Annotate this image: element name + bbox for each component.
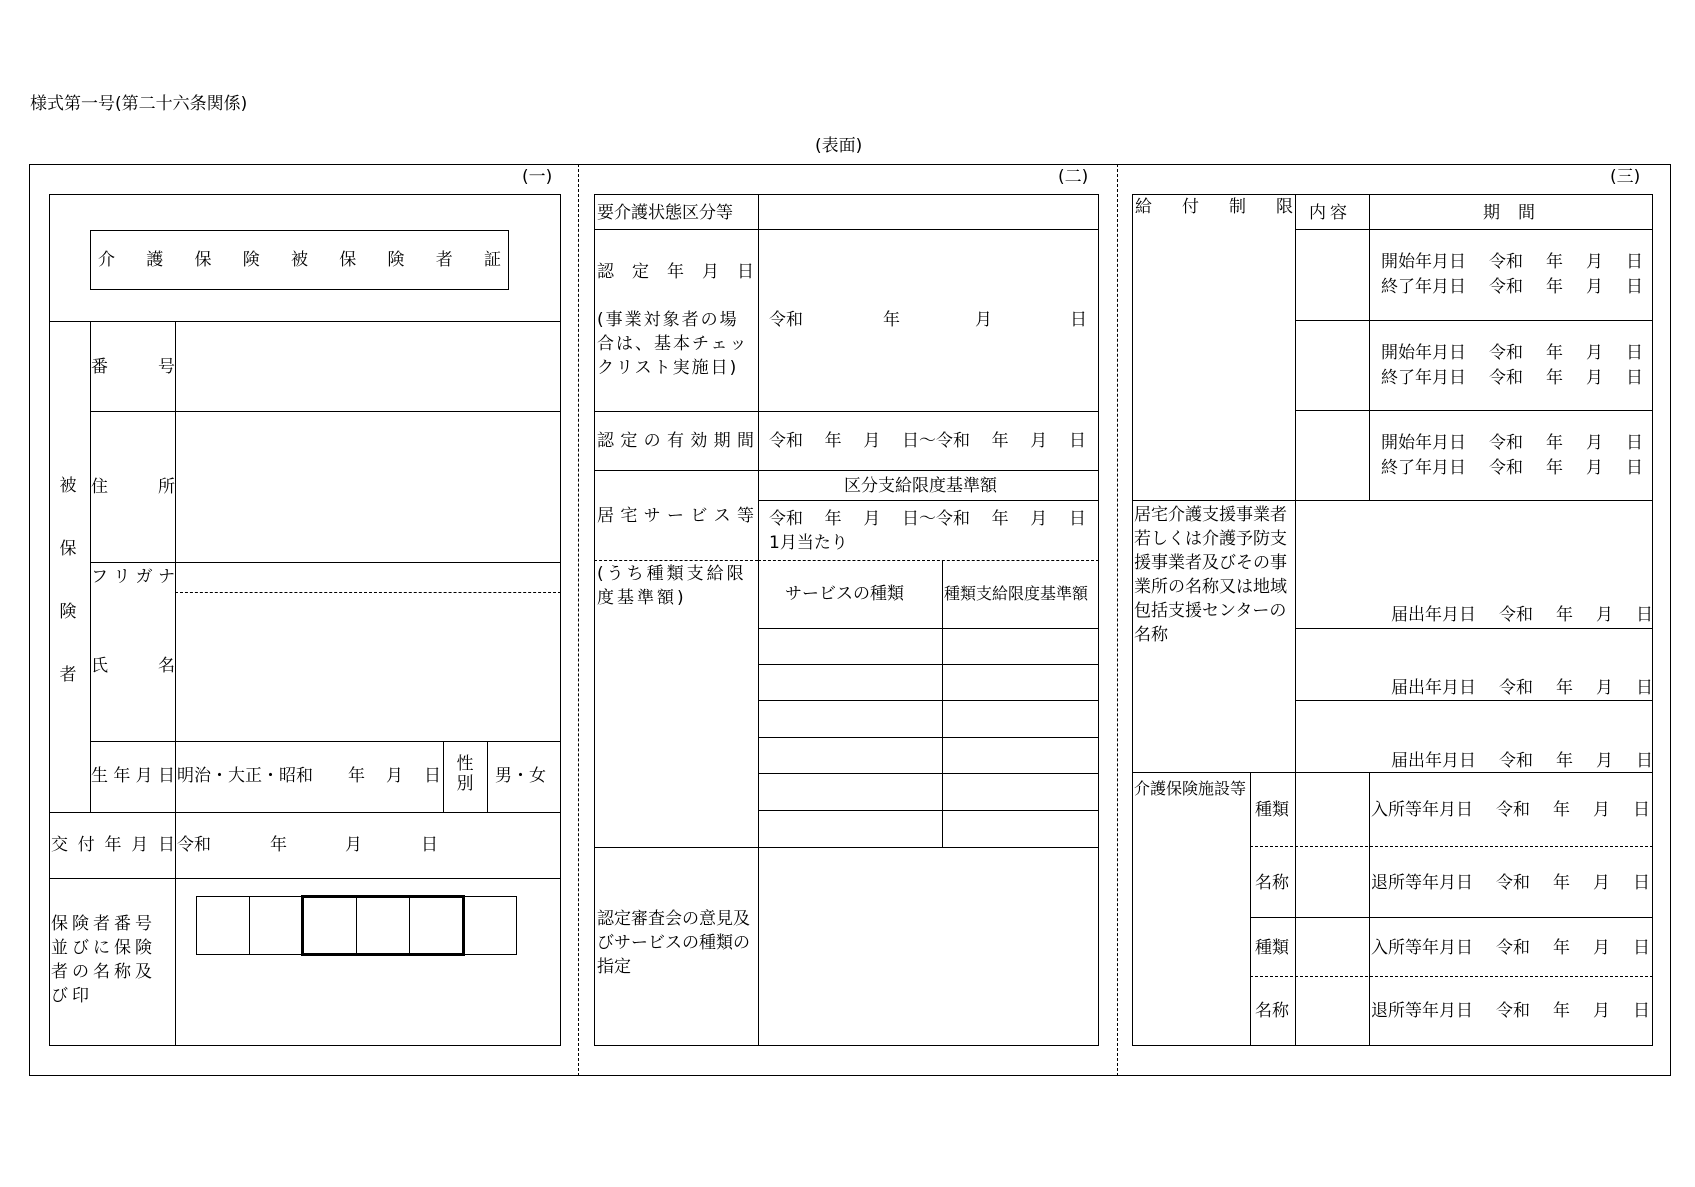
- date-part: 月: [1596, 605, 1613, 625]
- title-char-1: 護: [146, 250, 164, 270]
- fold-line-1: [578, 164, 579, 1076]
- date-part: 年: [824, 509, 842, 529]
- date-part: 月: [1586, 277, 1603, 297]
- name-label: [91, 656, 175, 676]
- issue-day: 日: [421, 835, 438, 855]
- issue-era: 令和: [177, 835, 211, 855]
- date-part: 日: [1626, 433, 1643, 453]
- period-start-row: [1381, 252, 1643, 272]
- date-part: 年: [1546, 252, 1563, 272]
- date-part: 月: [1586, 343, 1603, 363]
- date-part: 日～令和: [901, 431, 970, 451]
- date-part: 退所等年月日: [1371, 1001, 1473, 1021]
- date-part: 月: [1586, 252, 1603, 272]
- notification-date-row: [1391, 751, 1653, 771]
- date-part: 年: [1546, 343, 1563, 363]
- date-part: 日: [1626, 252, 1643, 272]
- card-title: [98, 250, 501, 270]
- date-part: 令和: [1489, 368, 1523, 388]
- date-part: 月: [1030, 509, 1048, 529]
- side-label: (表面): [815, 136, 863, 156]
- sex-label: 性別: [456, 754, 474, 794]
- furigana-label: [91, 567, 175, 587]
- date-part: 令和: [1489, 343, 1523, 363]
- date-part: 年: [1553, 873, 1570, 893]
- label-char-1: 名: [158, 656, 175, 676]
- date-part: 終了年月日: [1381, 458, 1466, 478]
- title-char-0: 介: [98, 250, 115, 270]
- date-part: 年: [991, 431, 1009, 451]
- validity-period: [769, 431, 1086, 451]
- period-end-row: [1381, 458, 1643, 478]
- label-char-0: 給: [1135, 197, 1152, 217]
- period-start-row: [1381, 433, 1643, 453]
- label-char-2: サ: [643, 506, 661, 526]
- issue-year: 年: [270, 835, 287, 855]
- label-char-0: 生: [91, 766, 108, 786]
- care-level-label: 要介護状態区分等: [597, 203, 733, 223]
- date-part: 年: [1556, 605, 1573, 625]
- insurer-label: 保険者番号並びに保険者の名称及び印: [51, 914, 156, 1006]
- label-char-4: 日: [737, 262, 754, 282]
- benefit-limit-label: [1135, 197, 1293, 217]
- number-label: [91, 357, 175, 377]
- period-header: 期間: [1483, 203, 1553, 223]
- title-char-8: 証: [484, 250, 501, 270]
- date-part: 日: [1636, 751, 1653, 771]
- label-char-3: ー: [666, 506, 684, 526]
- title-char-3: 険: [242, 250, 260, 270]
- date-part: 令和: [769, 509, 803, 529]
- cert-date-note: (事業対象者の場合は、基本チェックリスト実施日): [597, 310, 749, 378]
- date-part: 年: [1553, 1001, 1570, 1021]
- issue-month: 月: [345, 835, 362, 855]
- label-char-4: 効: [690, 431, 708, 451]
- date-part: 日: [1626, 343, 1643, 363]
- label-char-1: 年: [113, 766, 131, 786]
- label-char-0: 住: [91, 477, 108, 497]
- date-part: 日: [1626, 368, 1643, 388]
- facility-kind-label: 名称: [1255, 1001, 1289, 1021]
- facility-kind-label: 種類: [1255, 800, 1289, 820]
- date-part: 令和: [1489, 277, 1523, 297]
- birth-year: 年: [348, 766, 365, 786]
- label-char-2: 年: [104, 835, 122, 855]
- date-part: 月: [1586, 458, 1603, 478]
- date-part: 日: [1633, 1001, 1650, 1021]
- date-part: 退所等年月日: [1371, 873, 1473, 893]
- date-part: 開始年月日: [1381, 433, 1466, 453]
- label-char-1: 号: [158, 357, 175, 377]
- insured-person-label: 被保険者: [59, 476, 77, 685]
- date-part: 令和: [1499, 678, 1533, 698]
- label-char-2: 年: [667, 262, 684, 282]
- label-char-4: 日: [158, 835, 175, 855]
- period-start-row: [1381, 343, 1643, 363]
- date-part: 月: [1593, 1001, 1610, 1021]
- label-char-1: 定: [620, 431, 638, 451]
- date-part: 月: [1586, 433, 1603, 453]
- cert-date-label: [597, 262, 754, 282]
- date-part: 年: [1556, 678, 1573, 698]
- date-part: 入所等年月日: [1371, 938, 1473, 958]
- date-part: 令和: [1496, 1001, 1530, 1021]
- label-char-2: ガ: [135, 567, 153, 587]
- facility-date-row: [1371, 938, 1650, 958]
- label-char-3: 月: [131, 835, 149, 855]
- date-part: 令和: [1499, 605, 1533, 625]
- limit-period: [769, 509, 1086, 529]
- home-service-label: [597, 506, 754, 526]
- panel-three-number: (三): [1610, 167, 1641, 187]
- facility-kind-label: 種類: [1255, 938, 1289, 958]
- notification-date-row: [1391, 605, 1653, 625]
- cert-date-day: 日: [1070, 310, 1087, 330]
- label-char-1: 付: [1182, 197, 1199, 217]
- date-part: 届出年月日: [1391, 678, 1476, 698]
- date-part: 年: [991, 509, 1009, 529]
- birth-eras: 明治・大正・昭和: [177, 766, 313, 786]
- label-char-2: 月: [135, 766, 153, 786]
- date-part: 終了年月日: [1381, 277, 1466, 297]
- date-part: 終了年月日: [1381, 368, 1466, 388]
- date-part: 年: [824, 431, 842, 451]
- label-char-0: 居: [597, 506, 614, 526]
- date-part: 月: [1596, 751, 1613, 771]
- date-part: 月: [1030, 431, 1048, 451]
- period-end-row: [1381, 368, 1643, 388]
- label-char-3: 限: [1276, 197, 1293, 217]
- label-char-6: 間: [736, 431, 754, 451]
- date-part: 年: [1546, 458, 1563, 478]
- label-char-0: フ: [91, 567, 108, 587]
- facility-date-row: [1371, 1001, 1650, 1021]
- label-char-2: 制: [1229, 197, 1246, 217]
- date-part: 令和: [1496, 938, 1530, 958]
- cert-date-year: 年: [883, 310, 900, 330]
- label-char-3: ナ: [157, 567, 175, 587]
- date-part: 令和: [1489, 252, 1523, 272]
- support-office-label: 居宅介護支援事業者若しくは介護予防支援事業者及びその事業所の名称又は地域包括支援センターの名称: [1134, 505, 1287, 645]
- title-char-2: 保: [194, 250, 212, 270]
- label-char-1: 定: [632, 262, 649, 282]
- birth-day: 日: [424, 766, 441, 786]
- date-part: 日: [1068, 509, 1086, 529]
- service-type-header: サービスの種類: [785, 584, 904, 604]
- date-part: 届出年月日: [1391, 751, 1476, 771]
- panel-two-number: (二): [1058, 167, 1089, 187]
- date-part: 年: [1553, 938, 1570, 958]
- date-part: 届出年月日: [1391, 605, 1476, 625]
- label-char-0: 氏: [91, 656, 108, 676]
- limit-header: 区分支給限度基準額: [844, 476, 997, 496]
- label-char-3: 日: [157, 766, 175, 786]
- label-char-3: 有: [666, 431, 684, 451]
- period-end-row: [1381, 277, 1643, 297]
- date-part: 開始年月日: [1381, 252, 1466, 272]
- cert-date-era: 令和: [769, 310, 803, 330]
- form-number-label: 様式第一号(第二十六条関係): [30, 94, 248, 114]
- date-part: 月: [1586, 368, 1603, 388]
- date-part: 令和: [769, 431, 803, 451]
- date-part: 日: [1068, 431, 1086, 451]
- birth-date-label: [91, 766, 175, 786]
- label-char-0: 番: [91, 357, 108, 377]
- facility-date-row: [1371, 800, 1650, 820]
- per-month-label: 1月当たり: [769, 533, 848, 553]
- fold-line-2: [1117, 164, 1118, 1076]
- issue-date-label: [51, 835, 175, 855]
- label-char-0: 交: [51, 835, 68, 855]
- label-char-0: 認: [597, 431, 614, 451]
- date-part: 月: [863, 509, 881, 529]
- cert-date-month: 月: [975, 310, 992, 330]
- label-char-1: リ: [113, 567, 131, 587]
- label-char-5: 期: [713, 431, 731, 451]
- date-part: 年: [1556, 751, 1573, 771]
- label-char-1: 付: [77, 835, 95, 855]
- date-part: 日: [1636, 605, 1653, 625]
- facility-kind-label: 名称: [1255, 873, 1289, 893]
- birth-month: 月: [386, 766, 403, 786]
- label-char-3: 月: [702, 262, 719, 282]
- label-char-1: 宅: [620, 506, 638, 526]
- facility-label: 介護保険施設等: [1134, 779, 1247, 798]
- opinion-label: 認定審査会の意見及びサービスの種類の指定: [597, 909, 750, 977]
- date-part: 日: [1633, 800, 1650, 820]
- panel-one-number: (一): [522, 167, 553, 187]
- validity-label: [597, 431, 754, 451]
- type-limit-label: (うち種類支給限度基準額): [597, 564, 747, 608]
- date-part: 年: [1553, 800, 1570, 820]
- title-char-4: 被: [291, 250, 308, 270]
- label-char-2: の: [643, 431, 661, 451]
- date-part: 年: [1546, 277, 1563, 297]
- date-part: 月: [1596, 678, 1613, 698]
- date-part: 月: [1593, 938, 1610, 958]
- label-char-0: 認: [597, 262, 614, 282]
- date-part: 入所等年月日: [1371, 800, 1473, 820]
- content-header: 内容: [1309, 203, 1351, 223]
- label-char-6: 等: [736, 506, 754, 526]
- date-part: 年: [1546, 433, 1563, 453]
- date-part: 開始年月日: [1381, 343, 1466, 363]
- date-part: 日: [1626, 458, 1643, 478]
- date-part: 月: [863, 431, 881, 451]
- date-part: 日: [1626, 277, 1643, 297]
- label-char-1: 所: [158, 477, 175, 497]
- title-char-5: 保: [339, 250, 357, 270]
- label-char-4: ビ: [690, 506, 708, 526]
- title-char-6: 険: [387, 250, 405, 270]
- title-char-7: 者: [435, 250, 453, 270]
- notification-date-row: [1391, 678, 1653, 698]
- date-part: 令和: [1499, 751, 1533, 771]
- date-part: 日: [1633, 873, 1650, 893]
- date-part: 月: [1593, 800, 1610, 820]
- date-part: 月: [1593, 873, 1610, 893]
- date-part: 令和: [1489, 433, 1523, 453]
- facility-date-row: [1371, 873, 1650, 893]
- date-part: 日～令和: [901, 509, 970, 529]
- date-part: 令和: [1496, 873, 1530, 893]
- label-char-5: ス: [713, 506, 731, 526]
- date-part: 令和: [1496, 800, 1530, 820]
- sex-values: 男・女: [495, 766, 546, 786]
- date-part: 日: [1633, 938, 1650, 958]
- date-part: 令和: [1489, 458, 1523, 478]
- date-part: 日: [1636, 678, 1653, 698]
- type-limit-header: 種類支給限度基準額: [944, 584, 1089, 603]
- date-part: 年: [1546, 368, 1563, 388]
- address-label: [91, 477, 175, 497]
